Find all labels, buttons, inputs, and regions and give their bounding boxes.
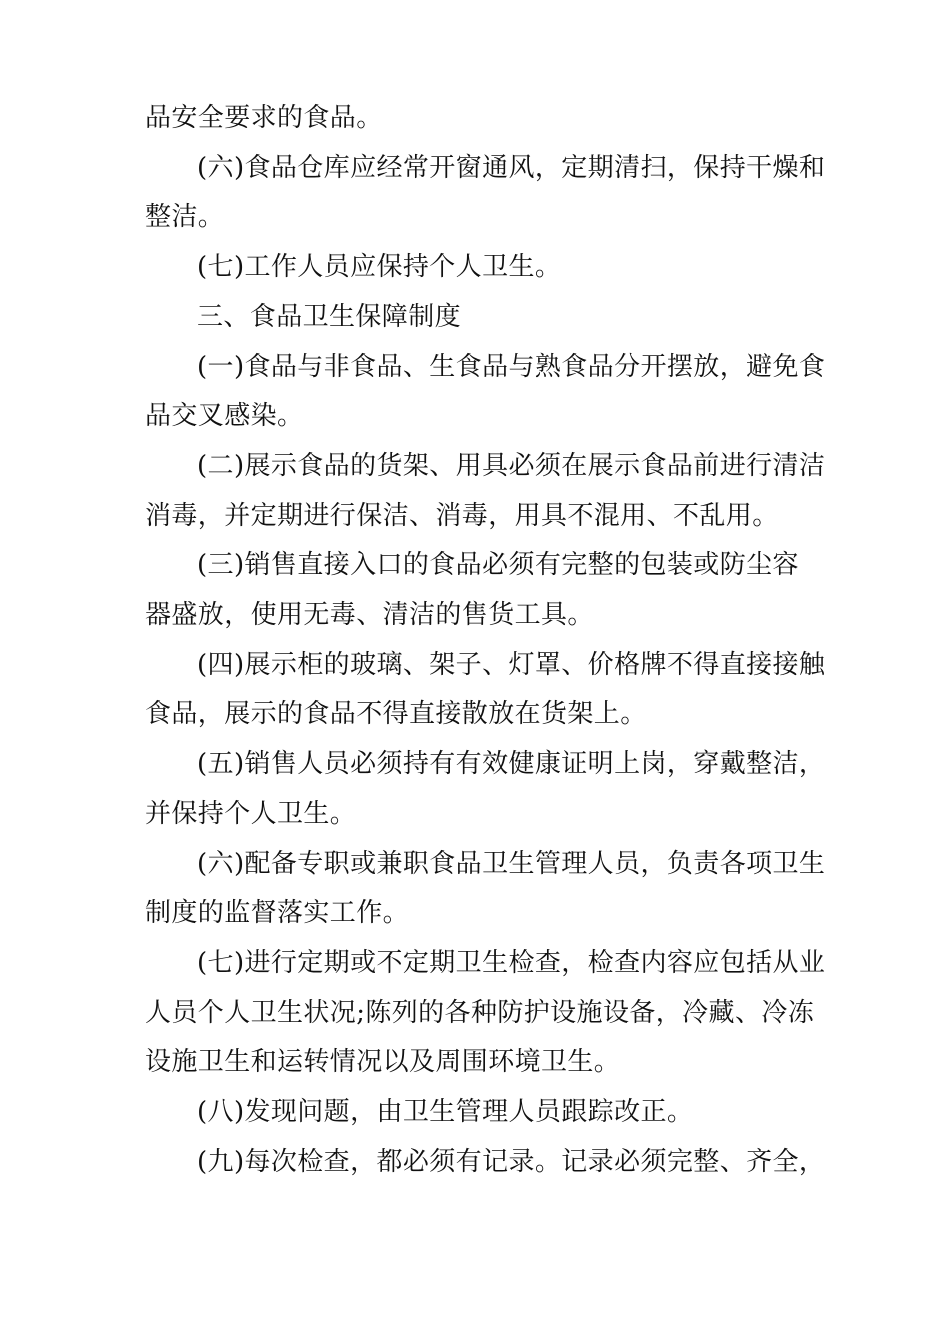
text-line: (三)销售直接入口的食品必须有完整的包装或防尘容 (197, 550, 799, 581)
text-line: (七)工作人员应保持个人卫生。 (197, 252, 562, 283)
text-line: 品交叉感染。 (145, 401, 304, 432)
text-line: 食品，展示的食品不得直接散放在货架上。 (145, 699, 647, 730)
text-line: (一)食品与非食品、生食品与熟食品分开摆放，避免食 (197, 351, 826, 382)
document-body (145, 94, 826, 1187)
text-line: (五)销售人员必须持有有效健康证明上岗，穿戴整洁， (197, 749, 826, 780)
text-line: 设施卫生和运转情况以及周围环境卫生。 (145, 1047, 621, 1078)
text-line: 消毒，并定期进行保洁、消毒，用具不混用、不乱用。 (145, 500, 779, 531)
text-line: (九)每次检查，都必须有记录。记录必须完整、齐全， (197, 1146, 826, 1177)
text-line: (八)发现问题，由卫生管理人员跟踪改正。 (197, 1097, 694, 1128)
text-line: 器盛放，使用无毒、清洁的售货工具。 (145, 600, 594, 631)
text-line: 人员个人卫生状况;陈列的各种防护设施设备，冷藏、冷冻 (145, 997, 815, 1028)
text-line: 品安全要求的食品。 (145, 103, 383, 133)
text-line: (七)进行定期或不定期卫生检查，检查内容应包括从业 (197, 947, 826, 978)
text-line: 整洁。 (145, 202, 225, 233)
text-line: 并保持个人卫生。 (145, 798, 357, 829)
section-heading: 三、食品卫生保障制度 (197, 301, 462, 332)
text-line: (六)配备专职或兼职食品卫生管理人员，负责各项卫生 (197, 848, 826, 879)
text-line: 制度的监督落实工作。 (145, 898, 410, 929)
text-line: (二)展示食品的货架、用具必须在展示食品前进行清洁 (197, 450, 826, 481)
text-line: (四)展示柜的玻璃、架子、灯罩、价格牌不得直接接触 (197, 649, 826, 680)
text-line: (六)食品仓库应经常开窗通风，定期清扫，保持干燥和 (197, 152, 826, 183)
